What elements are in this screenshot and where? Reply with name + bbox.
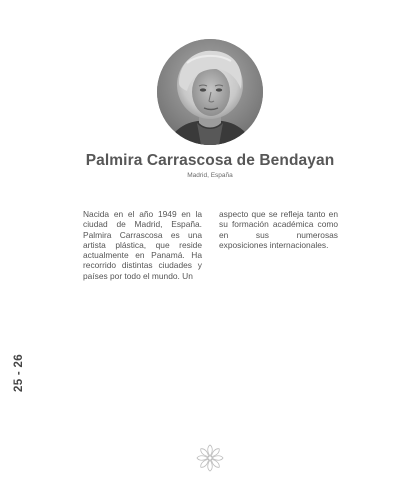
artist-portrait (157, 39, 263, 145)
page-number: 25 - 26 (13, 354, 25, 392)
flower-ornament-icon (195, 443, 225, 473)
artist-origin: Madrid, España (187, 172, 233, 179)
artist-name: Palmira Carrascosa de Bendayan (85, 152, 335, 169)
biography-column-2: aspecto que se refleja tanto en su formación académica como en sus numerosas exposiciones internacionales. (219, 209, 338, 250)
biography-column-1: Nacida en el año 1949 en la ciudad de Madrid, España. Palmira Carrascosa es una artista plástica, que reside actualmente en Panamá. Ha recorrido distintas ciudades y países por todo el mundo. Un (83, 209, 202, 281)
